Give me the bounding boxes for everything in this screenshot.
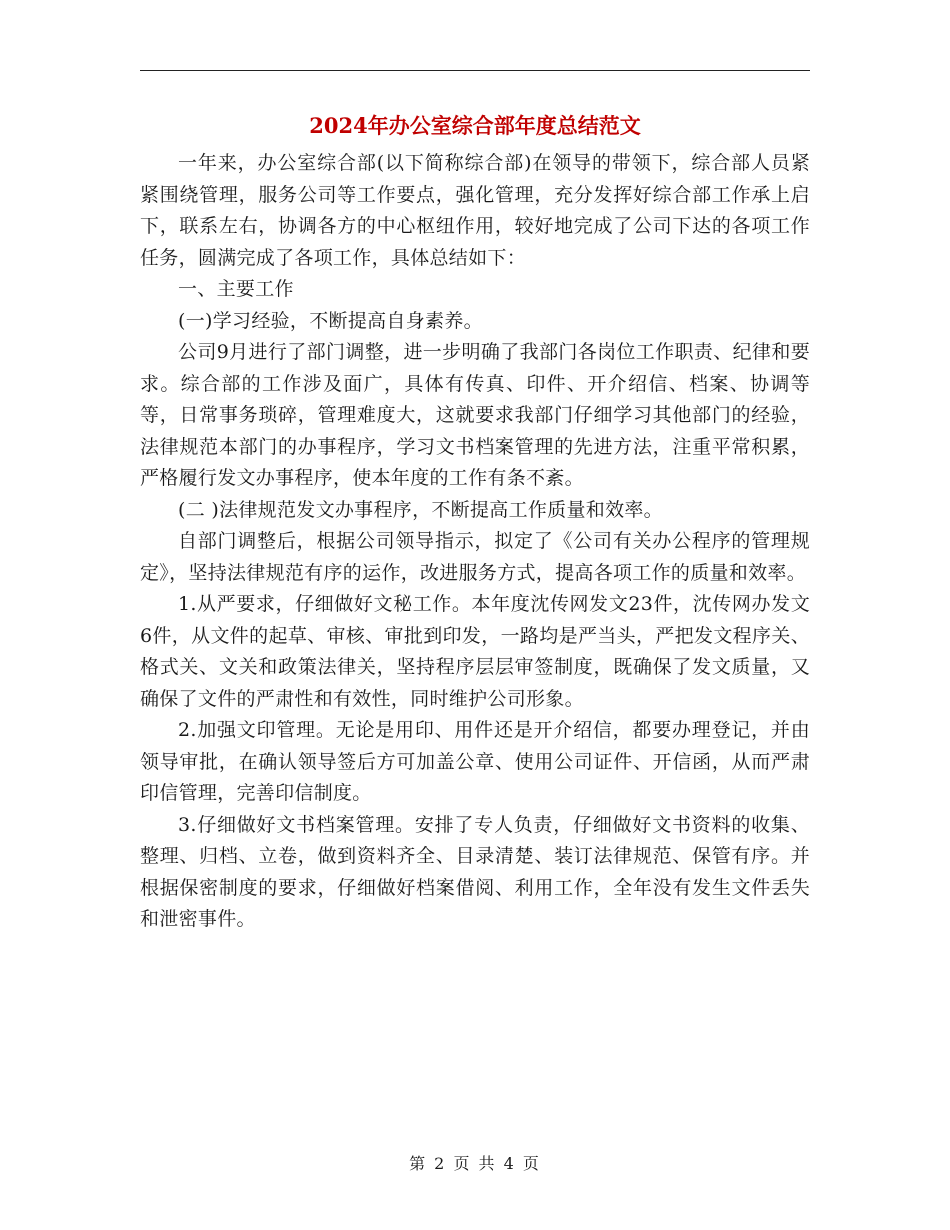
subsection-heading-1: (一)学习经验，不断提高自身素养。 (178, 309, 483, 332)
paragraph-item-3: 3.仔细做好文书档案管理。安排了专人负责，仔细做好文书资料的收集、整理、归档、立卷，做到资料齐全、目录清楚、装订法律规范、保管有序。并根据保密制度的要求，仔细做好档案借阅、利用工作，全年没有发生文件丢失和泄密事件。 (140, 813, 810, 930)
paragraph-item-1: 1.从严要求，仔细做好文秘工作。本年度沈传网发文23件，沈传网办发文6件，从文件的起草、审核、审批到印发，一路均是严当头，严把发文程序关、格式关、文关和政策法律关，坚持程序层层审签制度，既确保了发文质量，又确保了文件的严肃性和有效性，同时维护公司形象。 (140, 593, 810, 710)
header-rule (140, 70, 810, 71)
paragraph-management-rules: 自部门调整后，根据公司领导指示，拟定了《公司有关办公程序的管理规定》，坚持法律规范有序的运作，改进服务方式，提高各项工作的质量和效率。 (140, 530, 810, 584)
subsection-heading-2: (二 )法律规范发文办事程序，不断提高工作质量和效率。 (178, 498, 663, 521)
paragraph-department-adjustment: 公司9月进行了部门调整，进一步明确了我部门各岗位工作职责、纪律和要求。综合部的工作涉及面广，具体有传真、印件、开介绍信、档案、协调等等，日常事务琐碎，管理难度大，这就要求我部门仔细学习其他部门的经验，法律规范本部门的办事程序，学习文书档案管理的先进方法，注重平常积累，严格履行发文办事程序，使本年度的工作有条不紊。 (140, 341, 810, 489)
paragraph-item-2: 2.加强文印管理。无论是用印、用件还是开介绍信，都要办理登记，并由领导审批，在确认领导签后方可加盖公章、使用公司证件、开信函，从而严肃印信管理，完善印信制度。 (140, 719, 810, 804)
document-title: 2024年办公室综合部年度总结范文 (309, 113, 641, 138)
paragraph-intro: 一年来，办公室综合部(以下简称综合部)在领导的带领下，综合部人员紧紧围绕管理，服务公司等工作要点，强化管理，充分发挥好综合部工作承上启下，联系左右，协调各方的中心枢纽作用，较好地完成了公司下达的各项工作任务，圆满完成了各项工作，具体总结如下： (140, 152, 810, 269)
section-heading-main-work: 一、主要工作 (178, 278, 294, 300)
page-number-footer: 第 2 页 共 4 页 (409, 1154, 541, 1173)
document-body (140, 148, 810, 936)
